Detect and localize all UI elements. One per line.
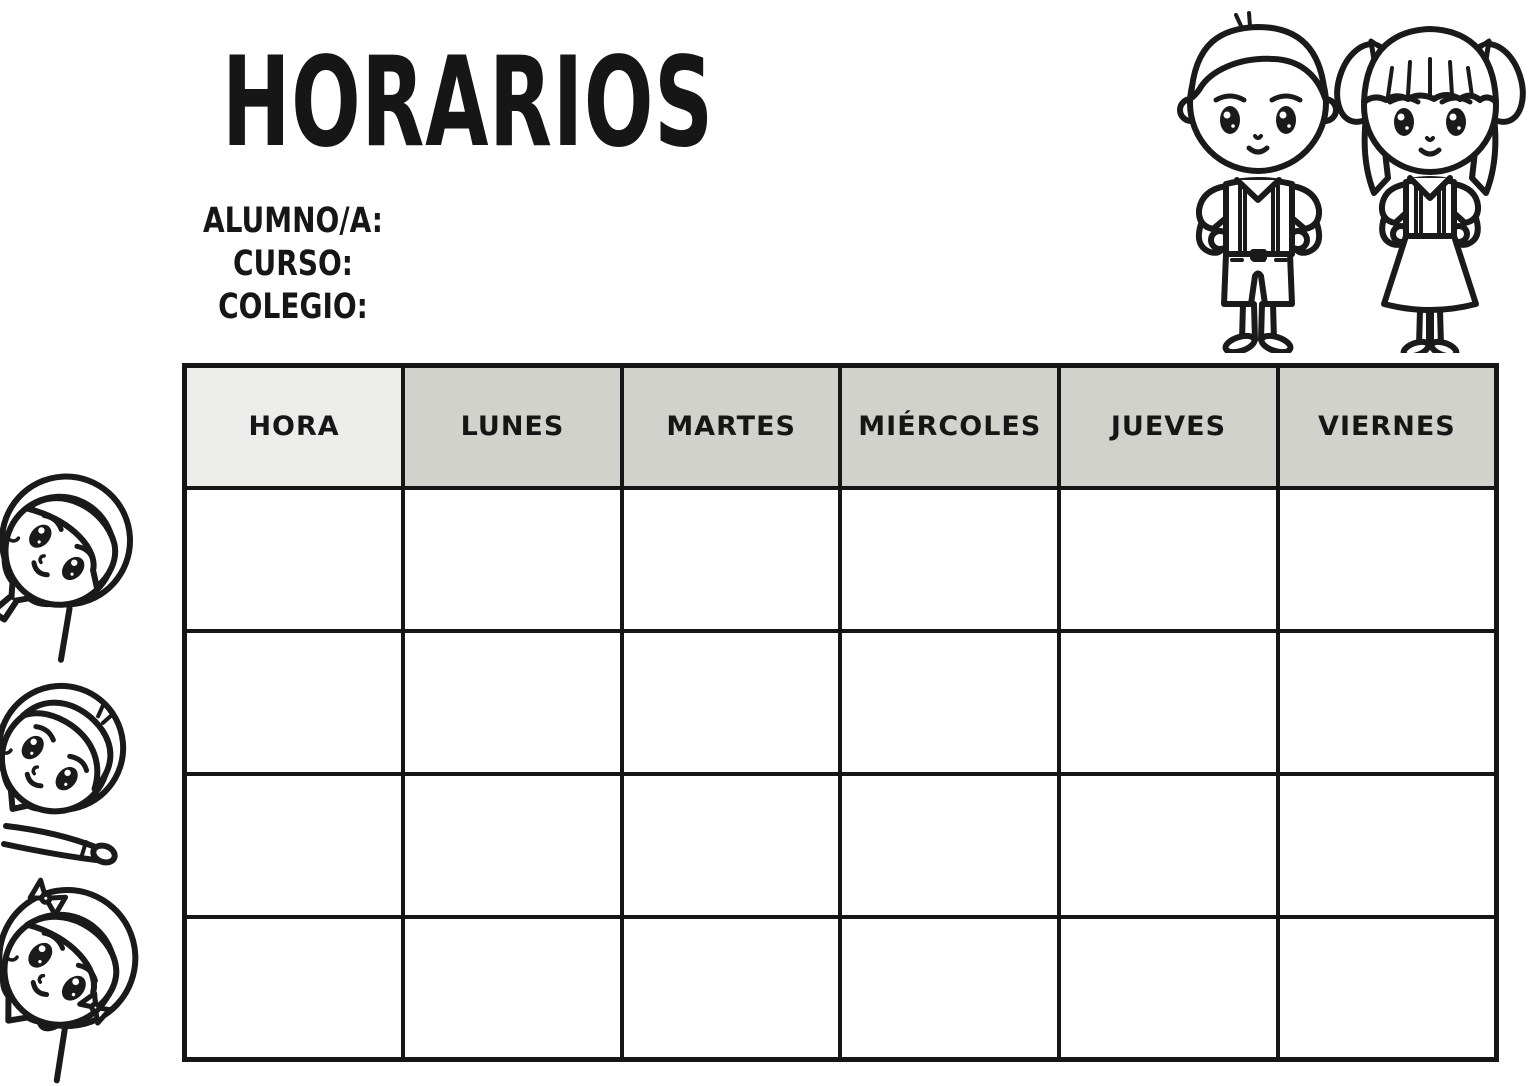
schedule-cell — [840, 488, 1059, 631]
schedule-row — [185, 631, 1497, 774]
col-header-hora: HORA — [185, 366, 404, 488]
schedule-cell — [403, 917, 622, 1060]
schedule-cell — [840, 631, 1059, 774]
schedule-cell — [840, 774, 1059, 917]
col-header-viernes: VIERNES — [1278, 366, 1497, 488]
three-children-peeking-illustration — [0, 424, 170, 1084]
schedule-body — [185, 488, 1497, 1060]
colegio-label: COLEGIO: — [218, 287, 368, 327]
schedule-cell — [185, 917, 404, 1060]
peeking-boy-arm — [4, 826, 117, 865]
alumno-label: ALUMNO/A: — [203, 201, 383, 241]
schedule-cell — [403, 631, 622, 774]
boy-and-girl-students-illustration — [1158, 8, 1534, 353]
schedule-cell — [1278, 917, 1497, 1060]
schedule-cell — [185, 488, 404, 631]
girl-figure — [1328, 29, 1532, 353]
schedule-cell — [185, 774, 404, 917]
schedule-cell — [622, 774, 841, 917]
schedule-cell — [840, 917, 1059, 1060]
col-header-miercoles: MIÉRCOLES — [840, 366, 1059, 488]
schedule-cell — [1059, 774, 1278, 917]
boy-and-girl-students-svg — [1158, 8, 1534, 353]
schedule-cell — [403, 488, 622, 631]
schedule-row — [185, 774, 1497, 917]
schedule-row — [185, 917, 1497, 1060]
student-info-block — [153, 200, 433, 329]
col-header-jueves: JUEVES — [1059, 366, 1278, 488]
schedule-cell — [1059, 631, 1278, 774]
peeking-girl-bows — [0, 851, 168, 1082]
schedule-cell — [1278, 488, 1497, 631]
schedule-cell — [622, 917, 841, 1060]
schedule-cell — [622, 631, 841, 774]
schedule-cell — [403, 774, 622, 917]
boy-figure — [1180, 13, 1336, 353]
three-children-peeking-svg — [0, 424, 170, 1084]
curso-label: CURSO: — [232, 244, 353, 284]
col-header-lunes: LUNES — [403, 366, 622, 488]
schedule-cell — [1059, 917, 1278, 1060]
schedule-cell — [1059, 488, 1278, 631]
schedule-table — [182, 363, 1499, 1062]
schedule-cell — [622, 488, 841, 631]
col-header-martes: MARTES — [622, 366, 841, 488]
schedule-header-row — [185, 366, 1497, 488]
peeking-girl-bob — [0, 438, 165, 667]
schedule-header — [185, 366, 1497, 488]
schedule-cell — [1278, 631, 1497, 774]
schedule-cell — [1278, 774, 1497, 917]
schedule-row — [185, 488, 1497, 631]
schedule-cell — [185, 631, 404, 774]
page-title: HORARIOS — [222, 31, 714, 175]
